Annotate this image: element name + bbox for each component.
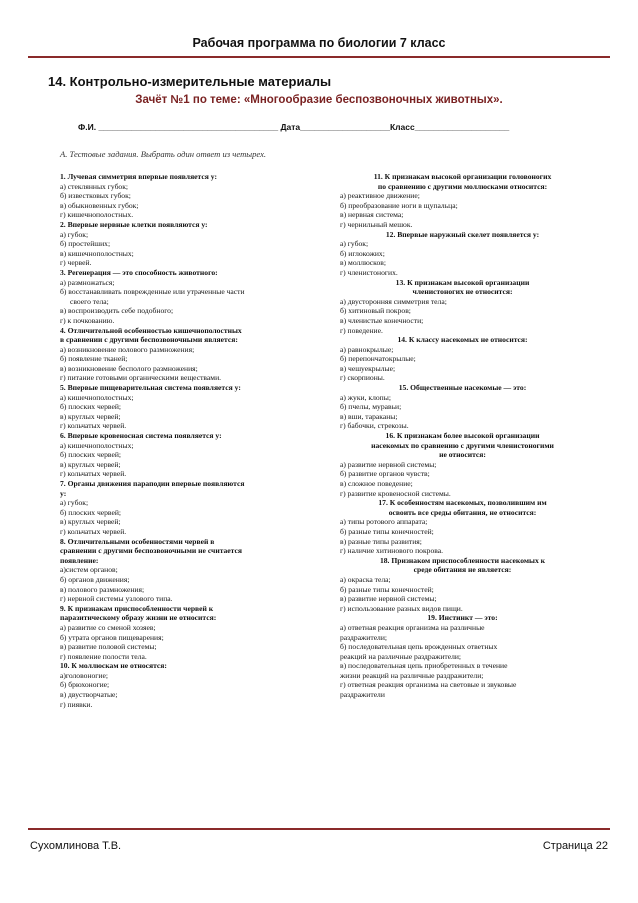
answer-line: б) разные типы конечностей; bbox=[340, 526, 434, 536]
answer-line: б) известковых губок; bbox=[60, 191, 131, 201]
answer-line: а) стеклянных губок; bbox=[60, 181, 129, 191]
answer-line: своего тела; bbox=[70, 296, 109, 306]
answer-line: б) развитие органов чувств; bbox=[340, 469, 430, 479]
question-line: 8. Отличительными особенностями червей в bbox=[60, 536, 215, 546]
answer-line: в) круглых червей; bbox=[60, 411, 121, 421]
answer-line: г) ответная реакция организма на световые и звуковые bbox=[340, 680, 517, 690]
task-instruction: А. Тестовые задания. Выбрать один ответ из четырех. bbox=[60, 149, 267, 159]
answer-line: г) появление полости тела. bbox=[60, 651, 147, 661]
question-line: у: bbox=[60, 488, 67, 498]
section-title: 14. Контрольно-измерительные материалы bbox=[48, 74, 332, 89]
question-line: 1. Лучевая симметрия впервые появляется у: bbox=[60, 172, 217, 181]
question-line: 4. Отличительной особенностью кишечнополостных bbox=[60, 325, 242, 335]
answer-line: а) реактивное движение; bbox=[340, 191, 420, 201]
question-line: освоить все среды обитания, не относится: bbox=[388, 507, 537, 517]
answer-line: г) пиявки. bbox=[60, 699, 93, 709]
answer-line: а) равнокрылые; bbox=[340, 344, 394, 354]
question-line: 6. Впервые кровеносная система появляется у: bbox=[60, 431, 222, 441]
question-line: 2. Впервые нервные клетки появляются у: bbox=[60, 219, 208, 229]
answer-line: в) вши, тараканы; bbox=[340, 411, 398, 421]
answer-line: г) бабочки, стрекозы. bbox=[340, 421, 409, 431]
answer-line: г) червей. bbox=[60, 258, 92, 268]
question-line: 10. К моллюскам не относятся: bbox=[60, 661, 167, 671]
question-line: 15. Общественные насекомые — это: bbox=[398, 383, 527, 393]
answer-line: г) к почкованию. bbox=[60, 315, 115, 325]
answer-line: а)систем органов; bbox=[60, 565, 118, 575]
question-line: 5. Впервые пищеварительная система появляется у: bbox=[60, 383, 241, 393]
answer-line: а) губок; bbox=[340, 239, 369, 249]
answer-line: в) последовательная цепь приобретенных в течение bbox=[340, 661, 508, 671]
question-line: 19. Инстинкт — это: bbox=[427, 613, 498, 623]
footer-rule bbox=[28, 828, 610, 830]
question-line: членистоногих не относится: bbox=[412, 287, 513, 297]
answer-line: г) наличие хитинового покрова. bbox=[340, 546, 444, 556]
question-line: 7. Органы движения параподии впервые появляются bbox=[60, 479, 245, 488]
answer-line: в) моллюсков; bbox=[340, 258, 386, 268]
question-line: по сравнению с другими моллюсками относится: bbox=[377, 181, 548, 191]
answer-line: в) развитие половой системы; bbox=[60, 642, 157, 652]
answer-line: в) сложное поведение; bbox=[340, 479, 413, 488]
question-line: 18. Признаком приспособленности насекомых к bbox=[379, 555, 546, 565]
answer-line: а) типы ротового аппарата; bbox=[340, 517, 428, 527]
question-line: 3. Регенерация — это способность животного: bbox=[60, 267, 218, 277]
running-header: Рабочая программа по биологии 7 класс bbox=[192, 36, 446, 50]
answer-line: в) двустворчатые; bbox=[60, 690, 118, 700]
answer-line: в) нервная система; bbox=[340, 210, 404, 220]
question-line: 11. К признакам высокой организации головоногих bbox=[373, 172, 552, 181]
answer-line: жизни реакций на различные раздражители; bbox=[340, 670, 484, 680]
question-line: 9. К признакам приспособленности червей к bbox=[60, 603, 214, 613]
answer-line: а) возникновение полового размножения; bbox=[60, 344, 195, 354]
right-column bbox=[340, 172, 585, 700]
answer-line: г) кишечнополостных. bbox=[60, 210, 134, 220]
question-line: 17. К особенностям насекомых, позволившим им bbox=[378, 498, 547, 508]
answer-line: г) скорпионы. bbox=[340, 373, 385, 383]
question-line: насекомых по сравнению с другими членистоногими bbox=[371, 440, 554, 450]
answer-line: в) полового размножения; bbox=[60, 584, 145, 594]
answer-line: раздражители; bbox=[340, 632, 388, 642]
answer-line: б) органов движения; bbox=[60, 574, 130, 584]
question-line: паразитическому образу жизни не относится: bbox=[60, 613, 217, 623]
answer-line: а) ответная реакция организма на различные bbox=[340, 622, 485, 632]
answer-line: реакций на различные раздражители; bbox=[340, 651, 462, 661]
answer-line: в) развитие нервной системы; bbox=[340, 594, 437, 604]
answer-line: б) плоских червей; bbox=[60, 402, 122, 412]
answer-line: г) кольчатых червей. bbox=[60, 469, 127, 479]
answer-line: г) членистоногих. bbox=[340, 267, 398, 277]
footer-author: Сухомлинова Т.В. bbox=[30, 840, 122, 852]
answer-line: г) кольчатых червей. bbox=[60, 421, 127, 431]
answer-line: в) воспроизводить себе подобного; bbox=[60, 306, 174, 316]
question-line: сравнении с другими беспозвоночными не считается bbox=[60, 546, 242, 556]
answer-line: а)головоногие; bbox=[60, 670, 108, 680]
answer-line: г) нервной системы узлового типа. bbox=[60, 594, 173, 604]
answer-line: б) перепончатокрылые; bbox=[340, 354, 416, 364]
answer-line: б) хитиновый покров; bbox=[340, 306, 411, 316]
answer-line: в) кишечнополостных; bbox=[60, 248, 134, 258]
answer-line: б) брюхоногие; bbox=[60, 680, 110, 690]
answer-line: б) разные типы конечностей; bbox=[340, 584, 434, 594]
question-line: 13. К признакам высокой организации bbox=[395, 277, 530, 287]
answer-line: б) последовательная цепь врожденных ответных bbox=[340, 642, 498, 652]
answer-line: а) губок; bbox=[60, 229, 89, 239]
answer-line: в) обыкновенных губок; bbox=[60, 200, 139, 210]
answer-line: в) разные типы развития; bbox=[340, 536, 422, 546]
answer-line: а) кишечнополостных; bbox=[60, 392, 134, 402]
answer-line: а) жуки, клопы; bbox=[340, 392, 391, 402]
answer-line: г) чернильный мешок. bbox=[340, 219, 413, 229]
answer-line: б) иглокожих; bbox=[340, 248, 385, 258]
answer-line: г) развитие кровеносной системы. bbox=[340, 488, 451, 498]
question-line: в сравнении с другими беспозвоночными является: bbox=[60, 335, 238, 345]
answer-line: б) преобразование ноги в щупальца; bbox=[340, 200, 458, 210]
question-line: 14. К классу насекомых не относится: bbox=[397, 335, 528, 345]
answer-line: б) плоских червей; bbox=[60, 507, 122, 517]
answer-line: г) поведение. bbox=[340, 325, 383, 335]
answer-line: г) кольчатых червей. bbox=[60, 526, 127, 536]
answer-line: б) пчелы, муравьи; bbox=[340, 402, 402, 412]
question-line: 12. Впервые наружный скелет появляется у: bbox=[385, 229, 540, 239]
answer-line: б) восстанавливать поврежденные или утраченные части bbox=[60, 287, 245, 297]
question-line: появление: bbox=[60, 555, 99, 565]
answer-line: а) двусторонняя симметрия тела; bbox=[340, 296, 447, 306]
answer-line: раздражители bbox=[340, 690, 385, 700]
footer-page-number: Страница 22 bbox=[542, 840, 608, 852]
answer-line: в) членистые конечности; bbox=[340, 315, 424, 325]
name-date-class-line: Ф.И. ______________________________________ Дата___________________Класс____________________ bbox=[78, 122, 510, 132]
question-line: среде обитания не является: bbox=[413, 565, 512, 575]
answer-line: г) питание готовыми органическими веществами. bbox=[60, 373, 222, 383]
answer-line: а) окраска тела; bbox=[340, 574, 391, 584]
answer-line: в) круглых червей; bbox=[60, 459, 121, 469]
answer-line: б) утрата органов пищеварения; bbox=[60, 632, 164, 642]
answer-line: а) кишечнополостных; bbox=[60, 440, 134, 450]
answer-line: а) развитие нервной системы; bbox=[340, 459, 437, 469]
answer-line: в) возникновение бесполого размножения; bbox=[60, 363, 198, 373]
question-line: 16. К признакам более высокой организации bbox=[385, 431, 540, 441]
answer-line: а) развитие со сменой хозяев; bbox=[60, 622, 156, 632]
test-subtitle: Зачёт №1 по теме: «Многообразие беспозвоночных животных». bbox=[135, 94, 503, 106]
answer-line: б) плоских червей; bbox=[60, 450, 122, 460]
question-line: не относится: bbox=[439, 450, 486, 460]
answer-line: б) простейших; bbox=[60, 239, 111, 249]
answer-line: в) круглых червей; bbox=[60, 517, 121, 527]
answer-line: в) чешуекрылые; bbox=[340, 363, 396, 373]
answer-line: а) губок; bbox=[60, 498, 89, 508]
answer-line: б) появление тканей; bbox=[60, 354, 128, 364]
left-column bbox=[60, 172, 305, 709]
answer-line: а) размножаться; bbox=[60, 277, 115, 287]
header-rule bbox=[28, 56, 610, 58]
answer-line: г) использование разных видов пищи. bbox=[340, 603, 463, 613]
